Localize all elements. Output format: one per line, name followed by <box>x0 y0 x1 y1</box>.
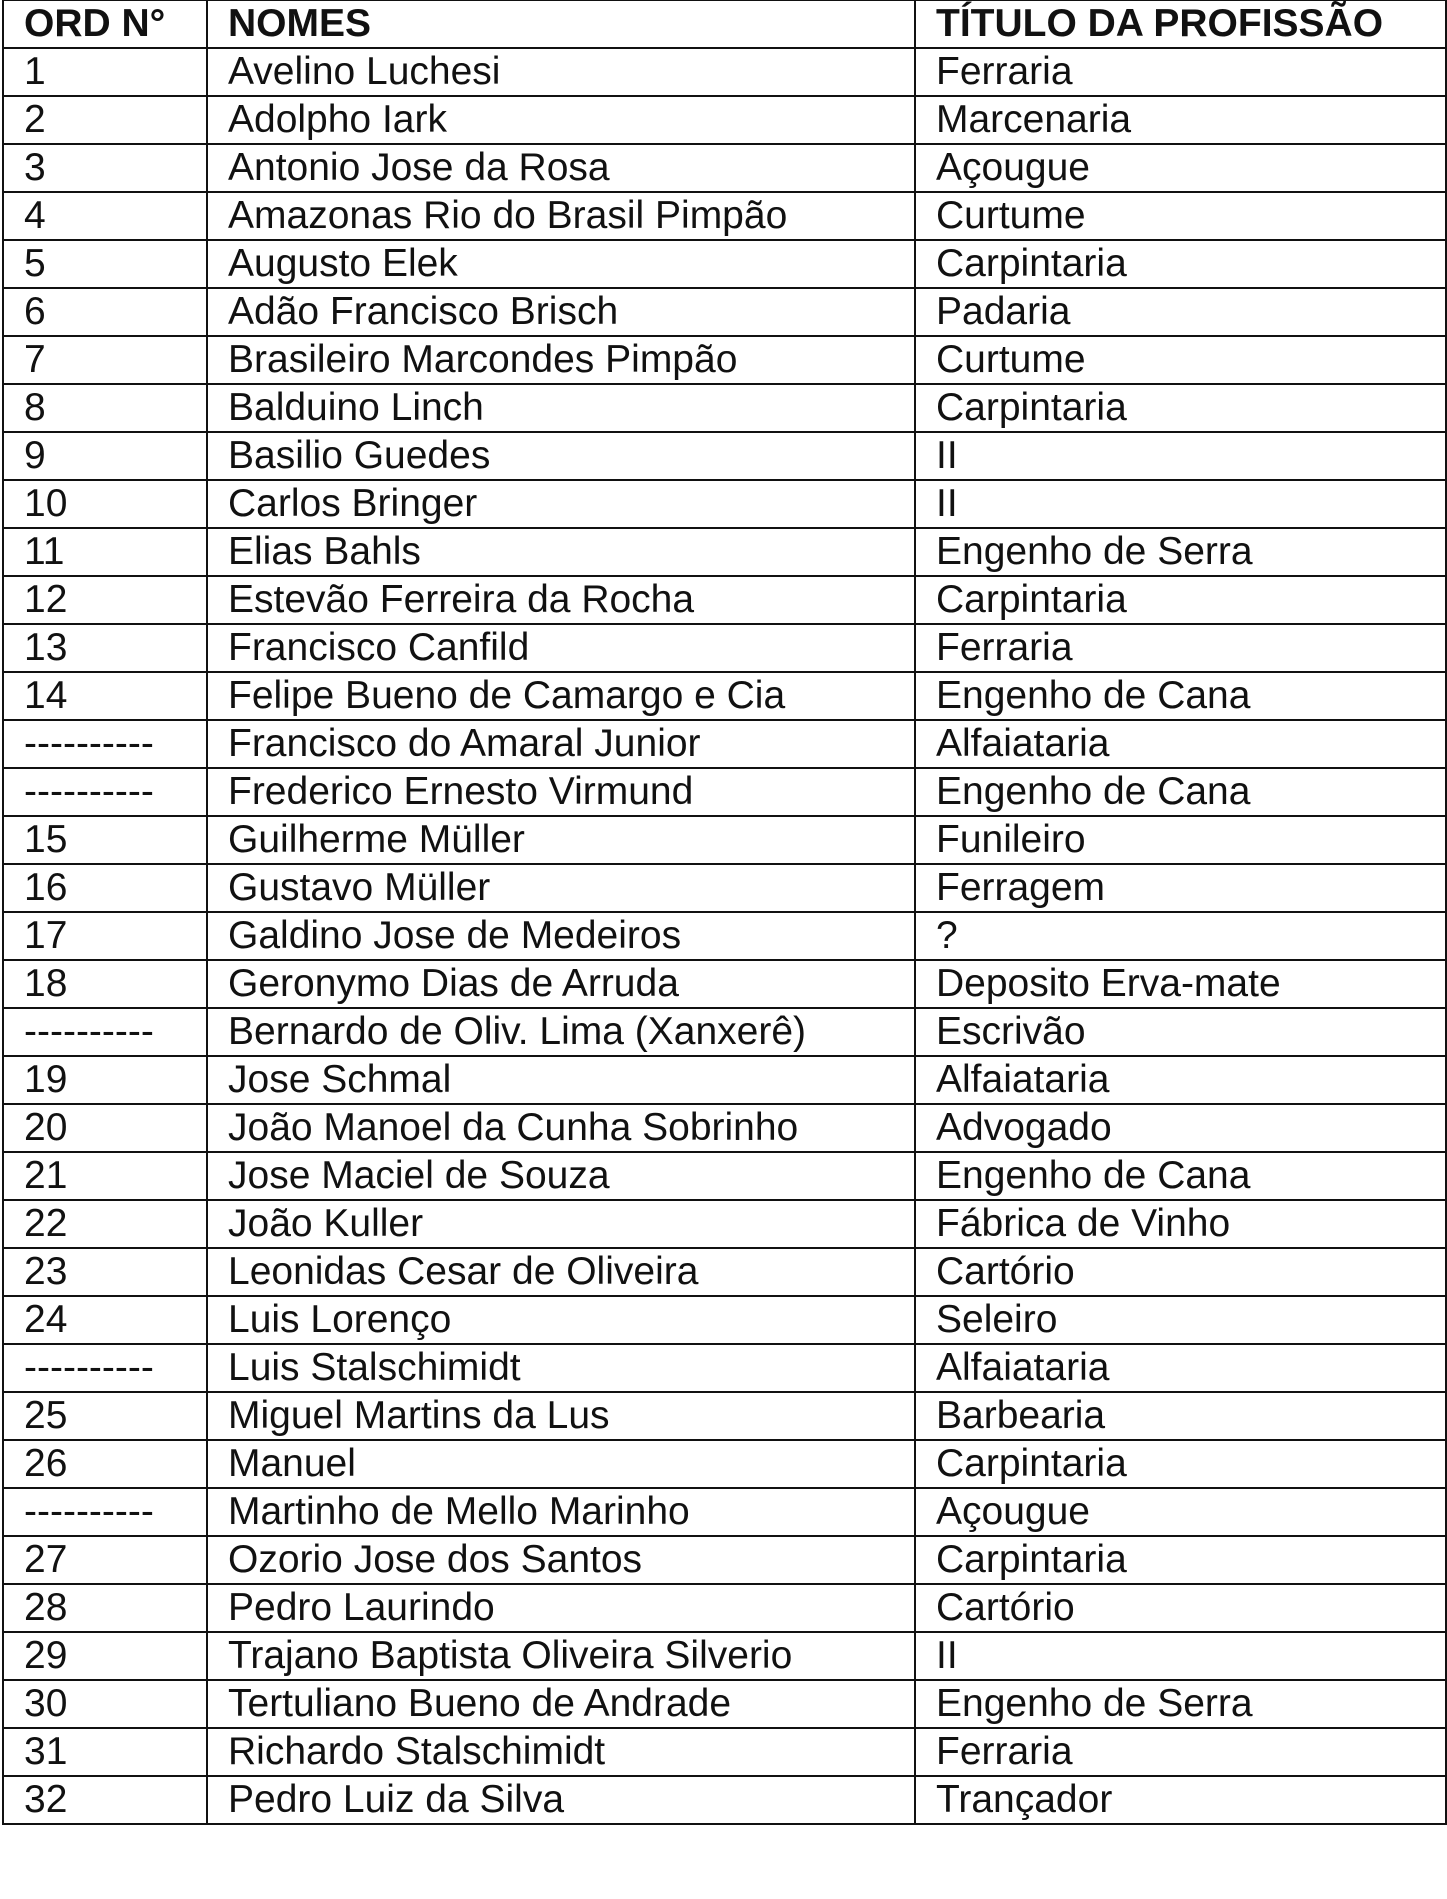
cell-profession: Seleiro <box>915 1296 1446 1344</box>
cell-ord: 4 <box>3 192 207 240</box>
cell-profession: Carpintaria <box>915 576 1446 624</box>
cell-profession: Alfaiataria <box>915 720 1446 768</box>
table-row <box>3 96 1446 144</box>
cell-name: Avelino Luchesi <box>207 48 915 96</box>
cell-ord: 22 <box>3 1200 207 1248</box>
cell-profession: Cartório <box>915 1584 1446 1632</box>
cell-ord: 8 <box>3 384 207 432</box>
cell-name: Basilio Guedes <box>207 432 915 480</box>
cell-name: Leonidas Cesar de Oliveira <box>207 1248 915 1296</box>
cell-name: Carlos Bringer <box>207 480 915 528</box>
cell-profession: Funileiro <box>915 816 1446 864</box>
cell-name: Guilherme Müller <box>207 816 915 864</box>
cell-ord: 24 <box>3 1296 207 1344</box>
cell-ord: 6 <box>3 288 207 336</box>
table-row <box>3 480 1446 528</box>
cell-ord: 5 <box>3 240 207 288</box>
cell-profession: Escrivão <box>915 1008 1446 1056</box>
cell-ord: 19 <box>3 1056 207 1104</box>
cell-ord: ---------- <box>3 1344 207 1392</box>
cell-profession: Marcenaria <box>915 96 1446 144</box>
cell-name: Adão Francisco Brisch <box>207 288 915 336</box>
table-row <box>3 576 1446 624</box>
cell-name: Galdino Jose de Medeiros <box>207 912 915 960</box>
cell-ord: 32 <box>3 1776 207 1824</box>
cell-ord: 12 <box>3 576 207 624</box>
table-row <box>3 816 1446 864</box>
table-row <box>3 1152 1446 1200</box>
cell-ord: 20 <box>3 1104 207 1152</box>
table-row <box>3 240 1446 288</box>
table-row <box>3 672 1446 720</box>
cell-ord: 3 <box>3 144 207 192</box>
cell-name: Francisco Canfild <box>207 624 915 672</box>
cell-name: Pedro Laurindo <box>207 1584 915 1632</box>
cell-profession: Engenho de Cana <box>915 672 1446 720</box>
cell-profession: Açougue <box>915 1488 1446 1536</box>
cell-name: Francisco do Amaral Junior <box>207 720 915 768</box>
cell-name: Ozorio Jose dos Santos <box>207 1536 915 1584</box>
table-row <box>3 768 1446 816</box>
cell-profession: Cartório <box>915 1248 1446 1296</box>
cell-profession: Engenho de Serra <box>915 528 1446 576</box>
cell-name: Jose Schmal <box>207 1056 915 1104</box>
table-row <box>3 144 1446 192</box>
cell-ord: 13 <box>3 624 207 672</box>
cell-profession: Fábrica de Vinho <box>915 1200 1446 1248</box>
cell-ord: 31 <box>3 1728 207 1776</box>
table-row <box>3 1056 1446 1104</box>
table-row <box>3 1248 1446 1296</box>
table-row <box>3 528 1446 576</box>
header-profession: TÍTULO DA PROFISSÃO <box>915 1 1446 49</box>
cell-name: João Kuller <box>207 1200 915 1248</box>
table-row <box>3 1344 1446 1392</box>
table-row <box>3 720 1446 768</box>
table-row <box>3 912 1446 960</box>
table-row <box>3 960 1446 1008</box>
professions-table <box>2 0 1447 1825</box>
cell-ord: 30 <box>3 1680 207 1728</box>
cell-ord: 23 <box>3 1248 207 1296</box>
cell-ord: ---------- <box>3 768 207 816</box>
cell-ord: 18 <box>3 960 207 1008</box>
cell-profession: Carpintaria <box>915 384 1446 432</box>
cell-name: Luis Stalschimidt <box>207 1344 915 1392</box>
cell-ord: 29 <box>3 1632 207 1680</box>
cell-name: Jose Maciel de Souza <box>207 1152 915 1200</box>
cell-name: Richardo Stalschimidt <box>207 1728 915 1776</box>
cell-profession: Carpintaria <box>915 1440 1446 1488</box>
cell-ord: 10 <box>3 480 207 528</box>
header-row <box>3 1 1446 49</box>
cell-profession: Alfaiataria <box>915 1056 1446 1104</box>
cell-ord: 17 <box>3 912 207 960</box>
table-row <box>3 1104 1446 1152</box>
table-row <box>3 288 1446 336</box>
cell-name: Tertuliano Bueno de Andrade <box>207 1680 915 1728</box>
cell-name: Felipe Bueno de Camargo e Cia <box>207 672 915 720</box>
cell-name: Trajano Baptista Oliveira Silverio <box>207 1632 915 1680</box>
cell-profession: Açougue <box>915 144 1446 192</box>
table-row <box>3 384 1446 432</box>
cell-ord: 14 <box>3 672 207 720</box>
table-row <box>3 48 1446 96</box>
table-row <box>3 1776 1446 1824</box>
table-row <box>3 624 1446 672</box>
cell-profession: Engenho de Cana <box>915 768 1446 816</box>
cell-name: Martinho de Mello Marinho <box>207 1488 915 1536</box>
table-row <box>3 1584 1446 1632</box>
cell-name: João Manoel da Cunha Sobrinho <box>207 1104 915 1152</box>
cell-ord: 1 <box>3 48 207 96</box>
table-row <box>3 1536 1446 1584</box>
table-row <box>3 1440 1446 1488</box>
cell-ord: ---------- <box>3 720 207 768</box>
cell-ord: ---------- <box>3 1008 207 1056</box>
cell-name: Geronymo Dias de Arruda <box>207 960 915 1008</box>
table-row <box>3 1680 1446 1728</box>
cell-ord: 26 <box>3 1440 207 1488</box>
cell-name: Frederico Ernesto Virmund <box>207 768 915 816</box>
cell-name: Pedro Luiz da Silva <box>207 1776 915 1824</box>
cell-profession: Ferraria <box>915 48 1446 96</box>
cell-name: Estevão Ferreira da Rocha <box>207 576 915 624</box>
table-row <box>3 1392 1446 1440</box>
cell-name: Elias Bahls <box>207 528 915 576</box>
cell-name: Antonio Jose da Rosa <box>207 144 915 192</box>
cell-ord: 15 <box>3 816 207 864</box>
cell-profession: Barbearia <box>915 1392 1446 1440</box>
cell-profession: II <box>915 480 1446 528</box>
cell-profession: Advogado <box>915 1104 1446 1152</box>
cell-profession: Deposito Erva-mate <box>915 960 1446 1008</box>
cell-ord: 25 <box>3 1392 207 1440</box>
cell-name: Brasileiro Marcondes Pimpão <box>207 336 915 384</box>
table-row <box>3 1296 1446 1344</box>
cell-name: Augusto Elek <box>207 240 915 288</box>
cell-name: Adolpho Iark <box>207 96 915 144</box>
table-row <box>3 864 1446 912</box>
table-row <box>3 1632 1446 1680</box>
cell-profession: Padaria <box>915 288 1446 336</box>
table-row <box>3 1488 1446 1536</box>
cell-profession: Engenho de Serra <box>915 1680 1446 1728</box>
cell-ord: 27 <box>3 1536 207 1584</box>
cell-profession: Ferraria <box>915 624 1446 672</box>
cell-name: Luis Lorenço <box>207 1296 915 1344</box>
cell-profession: Alfaiataria <box>915 1344 1446 1392</box>
cell-profession: Curtume <box>915 336 1446 384</box>
table-body <box>3 48 1446 1824</box>
cell-ord: 2 <box>3 96 207 144</box>
cell-profession: Ferragem <box>915 864 1446 912</box>
cell-name: Manuel <box>207 1440 915 1488</box>
cell-profession: Ferraria <box>915 1728 1446 1776</box>
cell-profession: Curtume <box>915 192 1446 240</box>
cell-ord: 28 <box>3 1584 207 1632</box>
cell-profession: II <box>915 1632 1446 1680</box>
cell-profession: Carpintaria <box>915 240 1446 288</box>
cell-ord: 11 <box>3 528 207 576</box>
table-row <box>3 432 1446 480</box>
cell-profession: Trançador <box>915 1776 1446 1824</box>
header-names: NOMES <box>207 1 915 49</box>
cell-profession: II <box>915 432 1446 480</box>
table-row <box>3 1008 1446 1056</box>
cell-ord: ---------- <box>3 1488 207 1536</box>
cell-ord: 9 <box>3 432 207 480</box>
table-row <box>3 1728 1446 1776</box>
cell-ord: 16 <box>3 864 207 912</box>
cell-ord: 21 <box>3 1152 207 1200</box>
cell-ord: 7 <box>3 336 207 384</box>
table-row <box>3 336 1446 384</box>
cell-profession: ? <box>915 912 1446 960</box>
cell-profession: Engenho de Cana <box>915 1152 1446 1200</box>
header-ord: ORD N° <box>3 1 207 49</box>
cell-profession: Carpintaria <box>915 1536 1446 1584</box>
table-row <box>3 1200 1446 1248</box>
cell-name: Gustavo Müller <box>207 864 915 912</box>
cell-name: Miguel Martins da Lus <box>207 1392 915 1440</box>
table-row <box>3 192 1446 240</box>
cell-name: Amazonas Rio do Brasil Pimpão <box>207 192 915 240</box>
cell-name: Balduino Linch <box>207 384 915 432</box>
cell-name: Bernardo de Oliv. Lima (Xanxerê) <box>207 1008 915 1056</box>
